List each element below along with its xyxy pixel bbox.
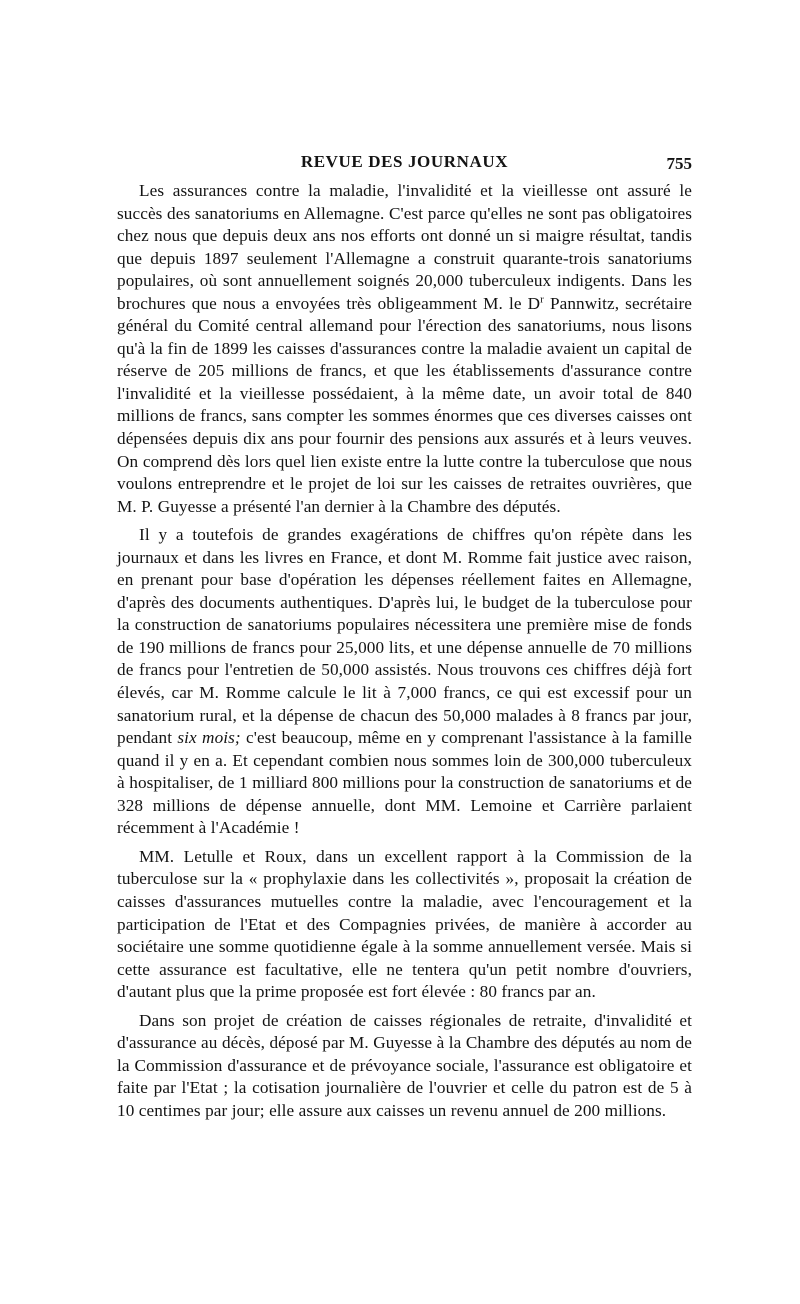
doctor-abbrev-superscript: r: [540, 293, 544, 305]
paragraph-4-text: Dans son projet de création de caisses régionales de retraite, d'invalidité et d'assurance au décès, déposé par M. Guyesse à la Chambre des députés au nom de la Commission d'assurance et de prévoyance sociale, l'assurance est obligatoire et faite par l'Etat ; la cotisation journalière de l'ouvrier et celle du patron est de 5 à 10 centimes par jour; elle assure aux caisses un revenu annuel de 200 millions.: [117, 1010, 692, 1120]
paragraph-2: [117, 524, 692, 840]
paragraph-3-text: MM. Letulle et Roux, dans un excellent rapport à la Commission de la tuberculose sur la « prophylaxie dans les collectivités », proposait la création de caisses d'assurances mutuelles contre la maladie, avec l'encouragement et la participation de l'Etat et des Compagnies privées, de manière à accorder au sociétaire une somme quotidienne égale à la somme annuellement versée. Mais si cette assurance est facultative, elle ne tentera qu'un petit nombre d'ouvriers, d'autant plus que la prime proposée est fort élevée : 80 francs par an.: [117, 846, 692, 1002]
paragraph-2-text-a: Il y a toutefois de grandes exagérations de chiffres qu'on répète dans les journaux et dans les livres en France, et dont M. Romme fait justice avec raison, en prenant pour base d'opération les dépenses réellement faites en Allemagne, d'après des documents authentiques. D'après lui, le budget de la tuberculose pour la construction de sanatoriums populaires nécessitera une première mise de fonds de 190 millions de francs pour 25,000 lits, et une dépense annuelle de 70 millions de francs pour l'entretien de 50,000 assistés. Nous trouvons ces chiffres déjà fort élevés, car M. Romme calcule le lit à 7,000 francs, ce qui est excessif pour un sanatorium rural, et la dépense de chacun des 50,000 malades à 8 francs par jour, pendant: [117, 525, 692, 748]
paragraph-1: [117, 180, 692, 518]
page-number: 755: [666, 154, 692, 173]
paragraph-4: [117, 1010, 692, 1123]
paragraph-2-italic: six mois;: [177, 728, 241, 748]
running-head: [117, 150, 692, 180]
paragraph-1-text-a: Les assurances contre la maladie, l'invalidité et la vieillesse ont assuré le succès des sanatoriums en Allemagne. C'est parce qu'elles ne sont pas obligatoires chez nous que depuis deux ans nos efforts ont donné un si maigre résultat, tandis que depuis 1897 seulement l'Allemagne a construit quarante-trois sanatoriums populaires, où sont annuellement soignés 20,000 tuberculeux indigents. Dans les brochures que nous a envoyées très obligeamment M. le D: [117, 181, 692, 313]
page: [117, 150, 692, 1122]
running-title: REVUE DES JOURNAUX: [300, 152, 509, 171]
paragraph-2-text-b: c'est beaucoup, même en y comprenant l'assistance à la famille quand il y en a. Et cependant combien nous sommes loin de 300,000 tuberculeux à hospitaliser, de 1 milliard 800 millions pour la construction de sanatoriums et de 328 millions de dépense annuelle, dont MM. Lemoine et Carrière parlaient récemment à l'Académie !: [117, 728, 692, 838]
paragraph-3: [117, 846, 692, 1004]
paragraph-1-text-b: Pannwitz, secrétaire général du Comité central allemand pour l'érection des sanatoriums, nous lisons qu'à la fin de 1899 les caisses d'assurances contre la maladie avaient un capital de réserve de 205 millions de francs, et que les établissements d'assurance contre l'invalidité et la vieillesse possédaient, à la même date, un avoir total de 840 millions de francs, sans compter les sommes énormes que ces diverses caisses ont dépensées depuis dix ans pour fournir des pensions aux assurés et à leurs veuves. On comprend dès lors quel lien existe entre la lutte contre la tuberculose que nous voulons entreprendre et le projet de loi sur les caisses de retraites ouvrières, que M. P. Guyesse a présenté l'an dernier à la Chambre des députés.: [117, 293, 692, 516]
